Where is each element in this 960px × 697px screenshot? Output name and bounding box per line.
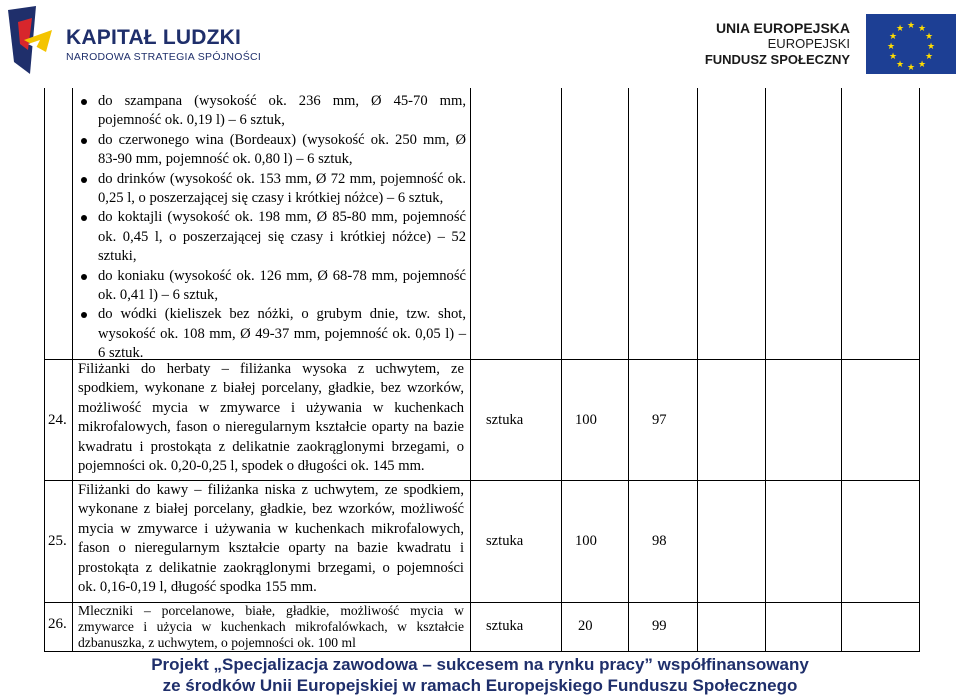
footer-line-1: Projekt „Specjalizacja zawodowa – sukcesem na rynku pracy” współfinansowany xyxy=(151,655,809,674)
eu-line-3: FUNDUSZ SPOŁECZNY xyxy=(704,52,850,67)
svg-text:★: ★ xyxy=(917,60,927,70)
row-24-number: 97 xyxy=(652,412,667,428)
row-25-description: Filiżanki do kawy – filiżanka niska z uchwytem, ze spodkiem, wykonane z białej porcelany, gładkie, bez wzorków, możliwość mycia w zmywarce i używania w kuchenkach mikrofalowych, fason o nieregularnym kształcie oparty na bazie kwadratu i prostokąta z delikatnie zaokrąglonymi brzegami, o pojemności ok. 0,16-0,19 l, długość spodka 155 mm. xyxy=(78,482,464,596)
row-25-unit: sztuka xyxy=(486,533,524,549)
row-26-number: 99 xyxy=(652,618,667,634)
svg-text:★: ★ xyxy=(924,32,934,42)
row-25-number: 98 xyxy=(652,533,667,549)
svg-text:★: ★ xyxy=(924,52,934,62)
eu-line-2: EUROPEJSKI xyxy=(767,36,850,51)
row-25-qty: 100 xyxy=(575,533,597,549)
list-item: do czerwonego wina (Bordeaux) (wysokość ok. 250 mm, Ø 83-90 mm, pojemność ok. 0,80 l) – 6 sztuk, xyxy=(76,131,466,170)
table-col-line-2 xyxy=(470,88,471,652)
list-item: do szampana (wysokość ok. 236 mm, Ø 45-70 mm, pojemność ok. 0,19 l) – 6 sztuk, xyxy=(76,92,466,131)
row-24-description: Filiżanki do herbaty – filiżanka wysoka z uchwytem, ze spodkiem, wykonane z białej porcelany, gładkie, bez wzorków, możliwość mycia w zmywarce i używania w kuchenkach mikrofalowych, fason o nieregularnym kształcie oparty na bazie kwadratu i prostokąta z delikatnie zaokrąglonymi brzegami, o pojemności ok. 0,20-0,25 l, spodek o długości ok. 145 mm. xyxy=(78,361,464,475)
table-border-right xyxy=(919,88,920,652)
eu-logo-text xyxy=(705,20,850,68)
table-border-left xyxy=(44,88,45,652)
svg-text:★: ★ xyxy=(888,52,898,62)
table-col-line-6 xyxy=(765,88,766,652)
row-24-qty: 100 xyxy=(575,412,597,428)
table-col-line-1 xyxy=(72,88,73,652)
logo-title: KAPITAŁ LUDZKI xyxy=(66,26,242,49)
glass-types-list xyxy=(76,92,466,364)
row-26-description: Mleczniki – porcelanowe, białe, gładkie, możliwość mycia w zmywarce i użycia w kuchenkach mikrofalówkach, w kształcie dzbanuszka, z uchwytem, o pojemności ok. 100 ml xyxy=(78,603,464,650)
table-col-line-4 xyxy=(628,88,629,652)
eu-line-1: UNIA EUROPEJSKA xyxy=(715,20,850,36)
svg-text:★: ★ xyxy=(895,24,905,34)
row-25-lp: 25. xyxy=(48,533,67,549)
glass-types-list-cell xyxy=(76,92,466,364)
table-col-line-5 xyxy=(697,88,698,652)
row-24-lp: 24. xyxy=(48,412,67,428)
svg-text:★: ★ xyxy=(906,63,916,73)
list-item: do wódki (kieliszek bez nóżki, o grubym dnie, tzw. shot, wysokość ok. 108 mm, Ø 49-37 mm, pojemność ok. 0,05 l) – 6 sztuk. xyxy=(76,305,466,363)
page-header xyxy=(0,0,960,88)
list-item: do koktajli (wysokość ok. 198 mm, Ø 85-80 mm, pojemność ok. 0,45 l, o poszerzającej się czasy i krótkiej nóżce) – 52 sztuki, xyxy=(76,208,466,266)
row-26-unit: sztuka xyxy=(486,618,524,634)
table-col-line-3 xyxy=(561,88,562,652)
eu-flag-icon xyxy=(866,14,956,74)
svg-text:★: ★ xyxy=(906,21,916,31)
table-border-bottom xyxy=(44,651,920,652)
kapital-ludzki-logo-icon xyxy=(6,4,60,76)
row-26-lp: 26. xyxy=(48,616,67,632)
svg-text:★: ★ xyxy=(888,32,898,42)
svg-text:★: ★ xyxy=(886,42,896,52)
table-col-line-7 xyxy=(841,88,842,652)
row-24-unit: sztuka xyxy=(486,412,524,428)
svg-text:★: ★ xyxy=(917,24,927,34)
list-item: do drinków (wysokość ok. 153 mm, Ø 72 mm, pojemność ok. 0,25 l, o poszerzającej się czasy i krótkiej nóżce) – 6 sztuk, xyxy=(76,170,466,209)
row-26-qty: 20 xyxy=(578,618,593,634)
svg-text:★: ★ xyxy=(926,42,936,52)
footer-line-2: ze środków Unii Europejskiej w ramach Europejskiego Funduszu Społecznego xyxy=(162,676,798,695)
svg-text:★: ★ xyxy=(895,60,905,70)
list-item: do koniaku (wysokość ok. 126 mm, Ø 68-78 mm, pojemność ok. 0,41 l) – 6 sztuk, xyxy=(76,267,466,306)
logo-subtitle: NARODOWA STRATEGIA SPÓJNOŚCI xyxy=(66,51,262,63)
